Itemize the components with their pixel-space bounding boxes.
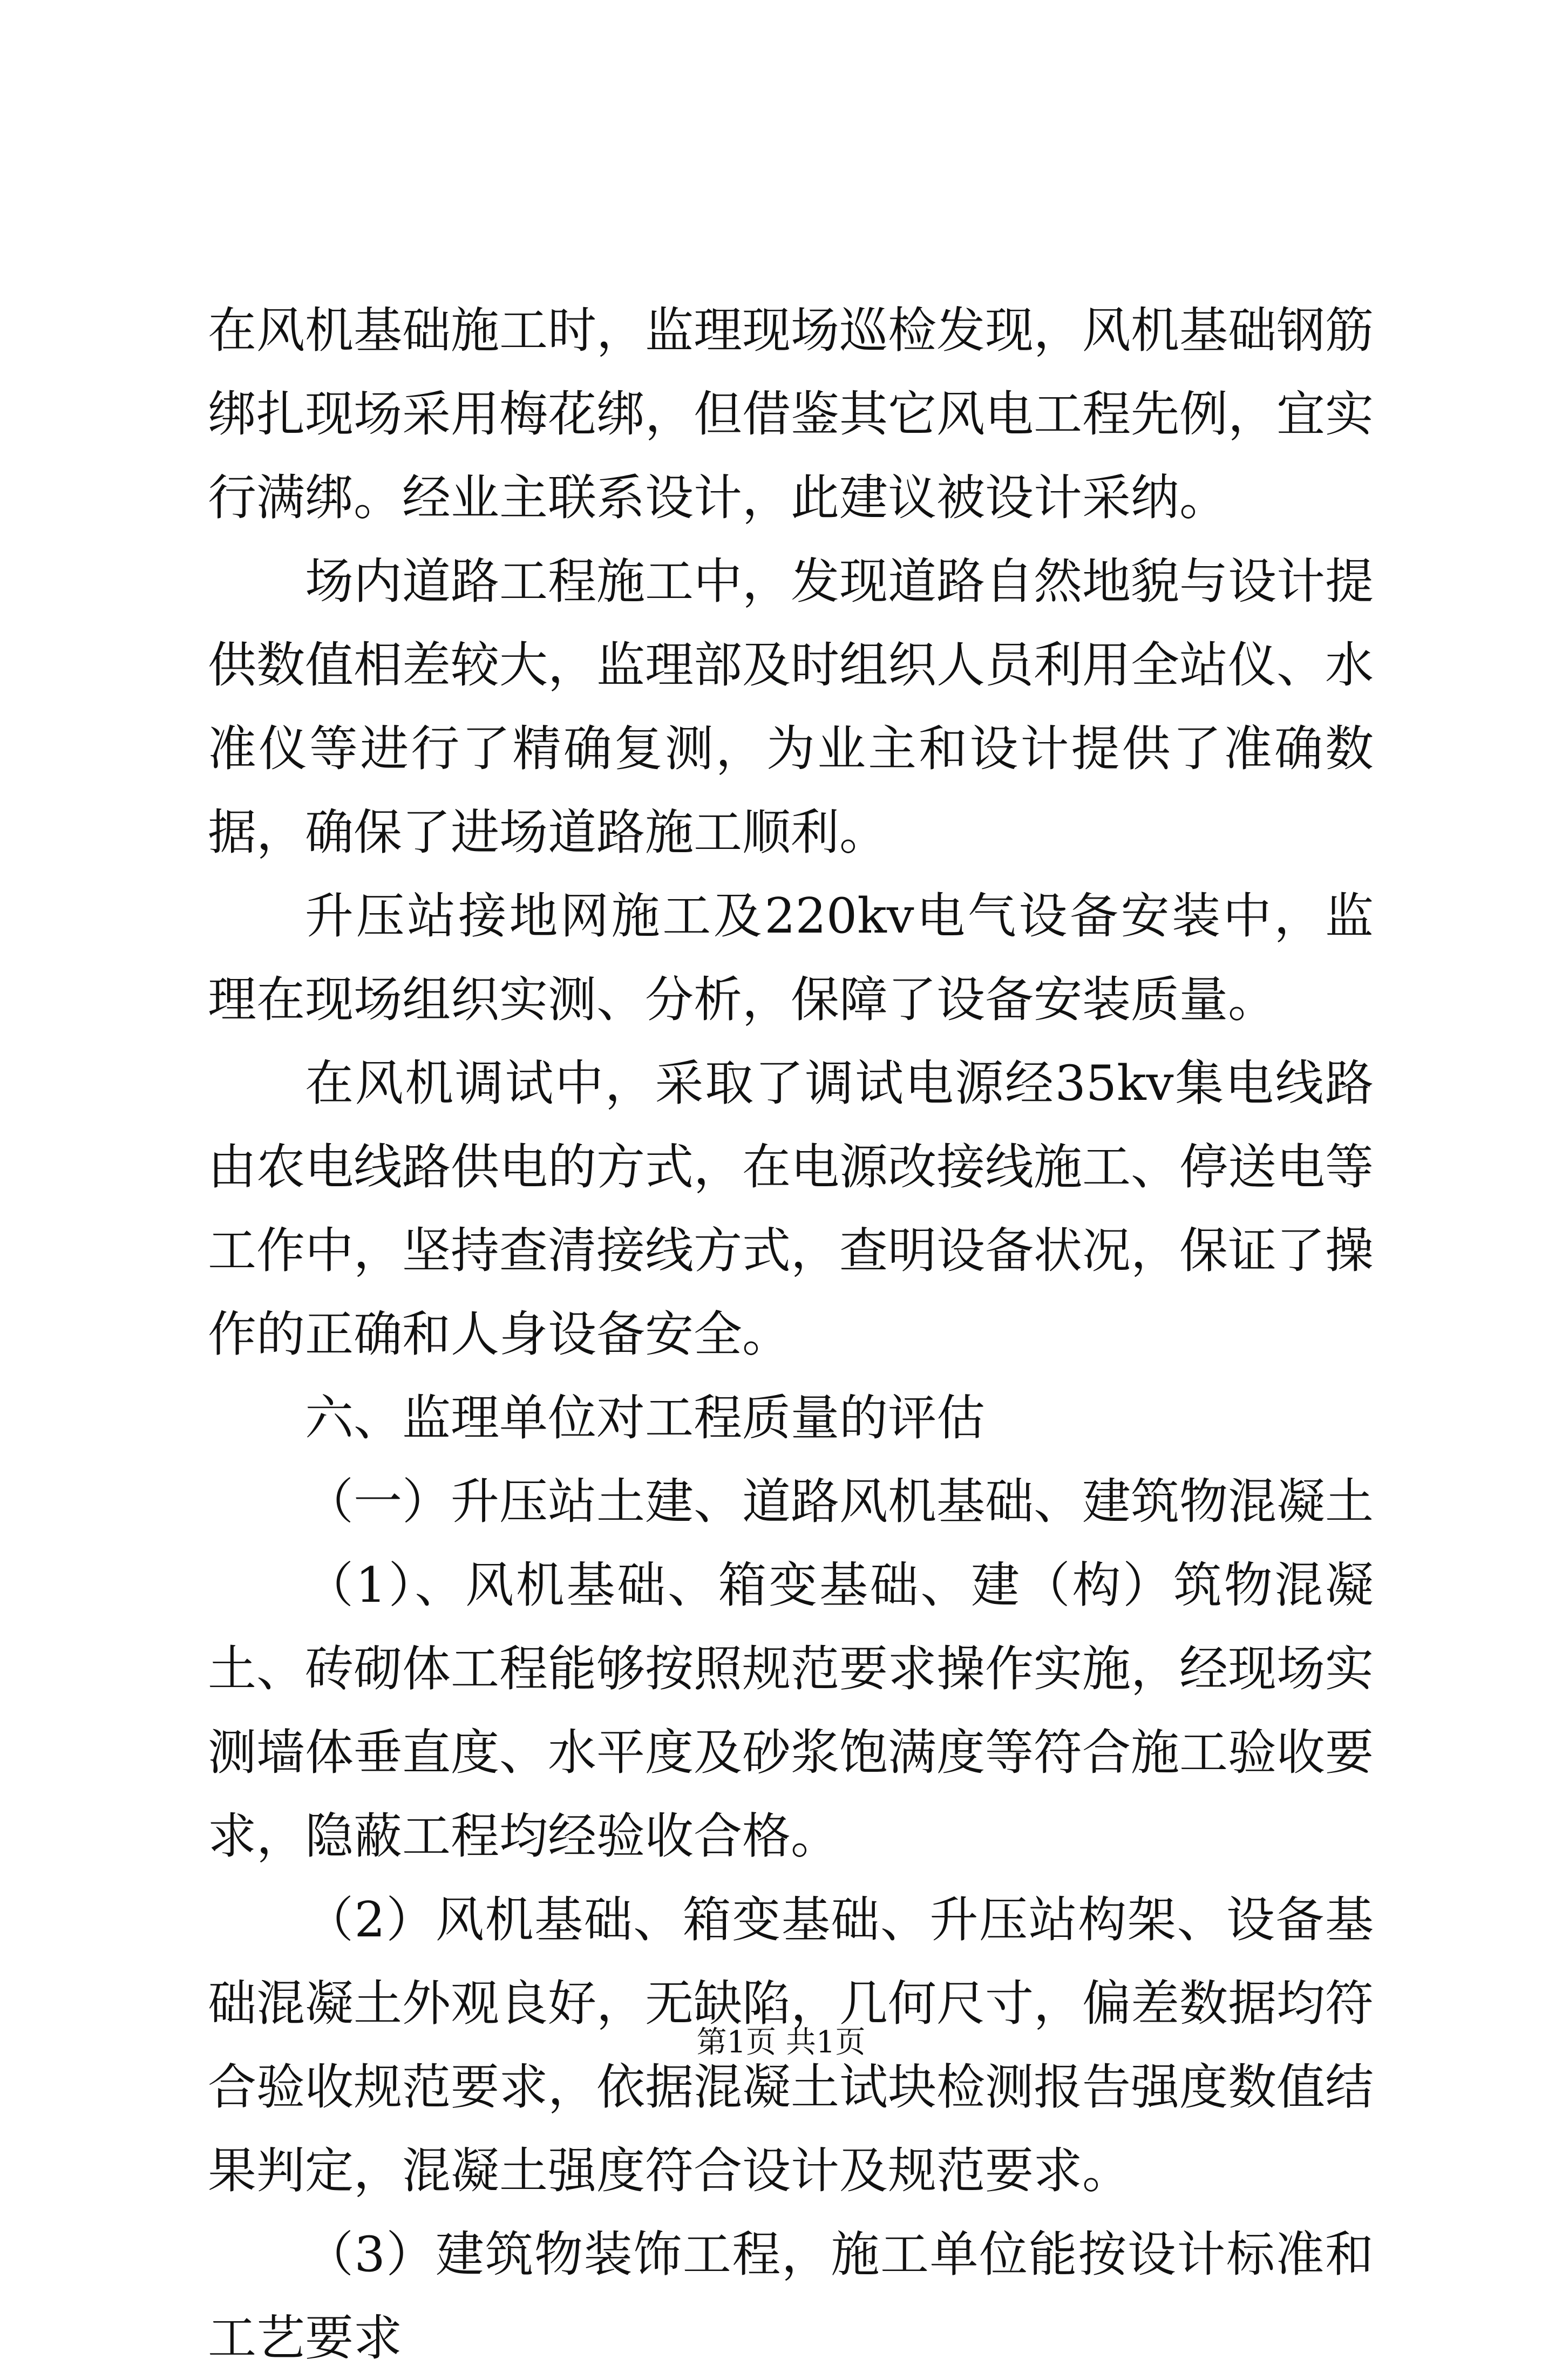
- subsection-heading: （一）升压站土建、道路风机基础、建筑物混凝土: [305, 1473, 1374, 1530]
- paragraph-4: 在风机调试中，采取了调试电源经35kv集电线路由农电线路供电的方式，在电源改接线施工、停送电等工作中，坚持查清接线方式，查明设备状况，保证了操作的正确和人身设备安全。: [208, 1055, 1374, 1363]
- page-footer: 第1页 共1页: [696, 2025, 866, 2060]
- document-body: [208, 289, 1374, 2380]
- section-heading: 六、监理单位对工程质量的评估: [305, 1390, 985, 1446]
- paragraph-item-1: （1）、风机基础、箱变基础、建（构）筑物混凝土、砖砌体工程能够按照规范要求操作实施，经现场实测墙体垂直度、水平度及砂浆饱满度等符合施工验收要求，隐蔽工程均经验收合格。: [208, 1557, 1374, 1865]
- paragraph-item-2: （2）风机基础、箱变基础、升压站构架、设备基础混凝土外观良好，无缺陷，几何尺寸，偏差数据均符合验收规范要求，依据混凝土试块检测报告强度数值结果判定，混凝土强度符合设计及规范要求。: [208, 1892, 1374, 2199]
- paragraph-2: 场内道路工程施工中，发现道路自然地貌与设计提供数值相差较大，监理部及时组织人员利用全站仪、水准仪等进行了精确复测，为业主和设计提供了准确数据，确保了进场道路施工顺利。: [208, 553, 1374, 861]
- paragraph-item-3: （3）建筑物装饰工程，施工单位能按设计标准和工艺要求: [208, 2226, 1374, 2367]
- paragraph-3: 升压站接地网施工及220kv电气设备安装中，监理在现场组织实测、分析，保障了设备安装质量。: [208, 888, 1374, 1028]
- paragraph-1: 在风机基础施工时，监理现场巡检发现，风机基础钢筋绑扎现场采用梅花绑，但借鉴其它风电工程先例，宜实行满绑。经业主联系设计，此建议被设计采纳。: [208, 302, 1374, 526]
